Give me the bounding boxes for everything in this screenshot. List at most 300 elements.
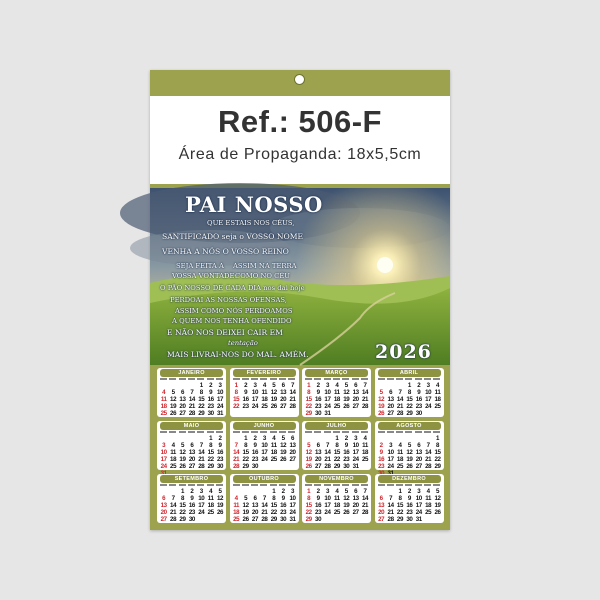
day-number: 4 bbox=[436, 382, 440, 389]
day-number: 1 bbox=[398, 488, 402, 495]
day-number: 29 bbox=[179, 516, 186, 523]
day-number: 26 bbox=[270, 403, 277, 410]
day-number: 18 bbox=[233, 509, 240, 516]
day-number: 3 bbox=[325, 382, 329, 389]
day-empty bbox=[168, 382, 177, 389]
day-empty bbox=[197, 435, 206, 442]
day-number: 1 bbox=[436, 435, 440, 442]
day-number: 23 bbox=[251, 456, 259, 463]
day-number: 15 bbox=[270, 502, 277, 509]
prayer-line: VOSSA VONTADE. bbox=[172, 272, 237, 280]
day-number: 4 bbox=[426, 488, 430, 495]
day-number: 31 bbox=[352, 463, 359, 470]
day-number: 8 bbox=[335, 442, 339, 449]
day-empty bbox=[159, 435, 168, 442]
day-number: 5 bbox=[244, 495, 248, 502]
day-empty bbox=[377, 435, 386, 442]
day-number: 26 bbox=[343, 403, 350, 410]
day-number: 12 bbox=[280, 442, 287, 449]
day-number: 13 bbox=[378, 502, 385, 509]
day-number: 19 bbox=[406, 456, 413, 463]
day-number: 8 bbox=[272, 495, 276, 502]
month-name: MAIO bbox=[160, 422, 223, 430]
day-grid bbox=[232, 435, 298, 470]
day-number: 5 bbox=[344, 488, 348, 495]
day-number: 22 bbox=[305, 403, 312, 410]
day-number: 18 bbox=[270, 449, 277, 456]
day-number: 2 bbox=[218, 435, 222, 442]
day-number: 8 bbox=[307, 389, 311, 396]
day-number: 4 bbox=[363, 435, 367, 442]
day-grid bbox=[232, 488, 298, 523]
day-number: 21 bbox=[261, 509, 268, 516]
day-number: 19 bbox=[305, 456, 312, 463]
day-empty bbox=[159, 382, 168, 389]
day-number: 29 bbox=[406, 410, 413, 417]
month-block bbox=[157, 421, 226, 470]
day-number: 29 bbox=[434, 463, 441, 470]
day-number: 1 bbox=[407, 382, 411, 389]
prayer-line: QUE ESTAIS NOS CÉUS, bbox=[207, 219, 295, 227]
prayer-line: tentação bbox=[228, 339, 258, 347]
day-number: 21 bbox=[324, 456, 331, 463]
day-number: 30 bbox=[315, 410, 322, 417]
day-number: 2 bbox=[253, 435, 257, 442]
day-number: 3 bbox=[199, 488, 203, 495]
day-number: 22 bbox=[434, 456, 441, 463]
day-number: 12 bbox=[305, 449, 312, 456]
day-number: 11 bbox=[434, 389, 441, 396]
month-name: AGOSTO bbox=[378, 422, 441, 430]
day-number: 26 bbox=[179, 463, 186, 470]
day-number: 18 bbox=[361, 449, 369, 456]
day-number: 15 bbox=[233, 396, 240, 403]
day-number: 19 bbox=[343, 502, 350, 509]
day-empty bbox=[232, 435, 241, 442]
day-number: 25 bbox=[434, 403, 441, 410]
day-empty bbox=[168, 435, 177, 442]
day-number: 28 bbox=[425, 463, 432, 470]
month-name: FEVEREIRO bbox=[233, 369, 296, 377]
day-number: 30 bbox=[280, 516, 287, 523]
day-number: 31 bbox=[324, 410, 331, 417]
day-number: 25 bbox=[160, 410, 167, 417]
day-number: 2 bbox=[344, 435, 348, 442]
day-number: 24 bbox=[425, 403, 432, 410]
day-number: 7 bbox=[262, 495, 266, 502]
day-number: 26 bbox=[406, 463, 413, 470]
day-number: 10 bbox=[324, 389, 331, 396]
day-number: 14 bbox=[396, 396, 404, 403]
day-number: 16 bbox=[251, 449, 259, 456]
day-number: 7 bbox=[291, 382, 295, 389]
day-number: 6 bbox=[316, 442, 320, 449]
day-empty bbox=[168, 488, 177, 495]
day-number: 14 bbox=[387, 502, 394, 509]
day-number: 11 bbox=[333, 495, 340, 502]
month-name: DEZEMBRO bbox=[378, 475, 441, 483]
day-number: 1 bbox=[199, 382, 203, 389]
day-number: 3 bbox=[417, 488, 421, 495]
day-number: 4 bbox=[162, 389, 166, 396]
day-number: 17 bbox=[425, 396, 432, 403]
day-number: 10 bbox=[425, 389, 432, 396]
day-number: 16 bbox=[242, 396, 249, 403]
day-empty bbox=[386, 435, 395, 442]
day-number: 11 bbox=[207, 495, 214, 502]
day-number: 26 bbox=[242, 516, 249, 523]
day-number: 6 bbox=[417, 442, 421, 449]
day-empty bbox=[323, 435, 332, 442]
day-number: 11 bbox=[270, 442, 277, 449]
weekday-header bbox=[233, 431, 296, 434]
day-number: 25 bbox=[361, 456, 369, 463]
day-number: 30 bbox=[415, 410, 422, 417]
day-number: 1 bbox=[234, 382, 238, 389]
day-number: 26 bbox=[280, 456, 287, 463]
month-block bbox=[157, 368, 226, 417]
day-empty bbox=[178, 382, 187, 389]
day-grid bbox=[159, 435, 225, 477]
day-number: 6 bbox=[379, 495, 383, 502]
day-number: 27 bbox=[352, 403, 359, 410]
day-number: 27 bbox=[179, 410, 186, 417]
day-empty bbox=[395, 435, 404, 442]
month-block bbox=[302, 421, 371, 470]
prayer-line: VENHA A NÓS O VOSSO REINO bbox=[162, 247, 289, 256]
day-number: 24 bbox=[415, 509, 422, 516]
day-number: 28 bbox=[233, 463, 240, 470]
day-number: 11 bbox=[261, 389, 268, 396]
day-number: 26 bbox=[170, 410, 177, 417]
day-number: 9 bbox=[316, 495, 320, 502]
day-number: 22 bbox=[406, 403, 413, 410]
day-number: 21 bbox=[289, 396, 296, 403]
day-number: 10 bbox=[289, 495, 296, 502]
day-number: 1 bbox=[307, 382, 311, 389]
prayer-line: SEJA FEITA A bbox=[176, 262, 224, 270]
day-number: 30 bbox=[315, 516, 322, 523]
day-number: 18 bbox=[425, 502, 432, 509]
day-number: 19 bbox=[343, 396, 350, 403]
day-number: 29 bbox=[242, 463, 249, 470]
prayer-line: PERDOAI AS NOSSAS OFENSAS, bbox=[170, 296, 287, 304]
day-number: 8 bbox=[244, 442, 248, 449]
weekday-header bbox=[305, 378, 368, 381]
day-number: 17 bbox=[415, 502, 422, 509]
day-number: 22 bbox=[207, 456, 214, 463]
prayer-line: E NÃO NOS DEIXEI CAIR EM bbox=[167, 328, 283, 337]
day-number: 26 bbox=[216, 509, 224, 516]
day-empty bbox=[178, 435, 187, 442]
day-number: 16 bbox=[343, 449, 350, 456]
day-number: 25 bbox=[207, 509, 214, 516]
day-number: 15 bbox=[179, 502, 186, 509]
day-number: 6 bbox=[162, 495, 166, 502]
day-number: 6 bbox=[253, 495, 257, 502]
day-number: 17 bbox=[289, 502, 296, 509]
day-number: 16 bbox=[415, 396, 422, 403]
hanging-hole bbox=[294, 74, 305, 85]
day-number: 24 bbox=[289, 509, 296, 516]
day-number: 19 bbox=[434, 502, 441, 509]
weekday-header bbox=[305, 431, 368, 434]
day-number: 4 bbox=[272, 435, 276, 442]
day-number: 30 bbox=[207, 410, 214, 417]
prayer-title: PAI NOSSO bbox=[185, 192, 323, 217]
day-number: 9 bbox=[417, 389, 421, 396]
day-number: 3 bbox=[218, 382, 222, 389]
day-number: 12 bbox=[434, 495, 441, 502]
day-number: 24 bbox=[198, 509, 205, 516]
prayer-line: O PÃO NOSSO DE CADA DIA nos dai hoje bbox=[160, 284, 305, 292]
day-number: 25 bbox=[333, 403, 340, 410]
day-number: 3 bbox=[262, 435, 266, 442]
month-block bbox=[302, 474, 371, 523]
day-number: 14 bbox=[233, 449, 240, 456]
day-number: 12 bbox=[242, 502, 249, 509]
day-number: 16 bbox=[188, 502, 195, 509]
day-number: 21 bbox=[396, 403, 404, 410]
day-number: 10 bbox=[251, 389, 259, 396]
day-number: 31 bbox=[289, 516, 296, 523]
weekday-header bbox=[305, 484, 368, 487]
day-number: 18 bbox=[170, 456, 177, 463]
day-number: 18 bbox=[261, 396, 268, 403]
day-number: 20 bbox=[415, 456, 422, 463]
day-number: 19 bbox=[216, 502, 224, 509]
day-number: 25 bbox=[270, 456, 277, 463]
day-empty bbox=[250, 488, 259, 495]
day-number: 29 bbox=[396, 516, 404, 523]
day-number: 28 bbox=[396, 410, 404, 417]
day-number: 2 bbox=[281, 488, 285, 495]
day-number: 15 bbox=[305, 502, 312, 509]
day-number: 23 bbox=[216, 456, 224, 463]
day-number: 21 bbox=[387, 509, 394, 516]
day-number: 22 bbox=[270, 509, 277, 516]
day-number: 10 bbox=[387, 449, 394, 456]
day-number: 21 bbox=[361, 502, 369, 509]
month-block bbox=[375, 368, 444, 417]
day-number: 20 bbox=[280, 396, 287, 403]
day-number: 5 bbox=[171, 389, 175, 396]
day-number: 13 bbox=[415, 449, 422, 456]
day-number: 19 bbox=[378, 403, 385, 410]
day-empty bbox=[377, 382, 386, 389]
day-empty bbox=[414, 435, 423, 442]
day-number: 21 bbox=[198, 456, 205, 463]
day-empty bbox=[386, 488, 395, 495]
day-number: 4 bbox=[335, 488, 339, 495]
day-number: 15 bbox=[396, 502, 404, 509]
day-number: 30 bbox=[216, 463, 224, 470]
day-number: 7 bbox=[389, 495, 393, 502]
day-empty bbox=[187, 382, 196, 389]
day-number: 21 bbox=[188, 403, 195, 410]
day-number: 5 bbox=[180, 442, 184, 449]
day-empty bbox=[377, 488, 386, 495]
month-block bbox=[375, 474, 444, 523]
day-number: 23 bbox=[406, 509, 413, 516]
day-number: 9 bbox=[253, 442, 257, 449]
day-number: 22 bbox=[396, 509, 404, 516]
day-number: 24 bbox=[216, 403, 224, 410]
prayer-line: MAIS LIVRAI-NOS DO MAL. AMÉM. bbox=[167, 350, 309, 359]
day-number: 14 bbox=[188, 396, 195, 403]
day-number: 25 bbox=[170, 463, 177, 470]
day-number: 1 bbox=[209, 435, 213, 442]
day-number: 3 bbox=[291, 488, 295, 495]
day-empty bbox=[395, 382, 404, 389]
day-number: 22 bbox=[333, 456, 340, 463]
day-number: 17 bbox=[324, 396, 331, 403]
day-number: 14 bbox=[324, 449, 331, 456]
weekday-header bbox=[233, 484, 296, 487]
day-empty bbox=[386, 382, 395, 389]
day-number: 10 bbox=[198, 495, 205, 502]
day-number: 8 bbox=[234, 389, 238, 396]
day-number: 28 bbox=[198, 463, 205, 470]
day-number: 29 bbox=[270, 516, 277, 523]
day-number: 20 bbox=[188, 456, 195, 463]
day-number: 20 bbox=[251, 509, 259, 516]
day-number: 21 bbox=[425, 456, 432, 463]
day-number: 4 bbox=[234, 495, 238, 502]
day-number: 19 bbox=[270, 396, 277, 403]
day-number: 11 bbox=[233, 502, 240, 509]
day-number: 4 bbox=[335, 382, 339, 389]
day-number: 10 bbox=[415, 495, 422, 502]
day-number: 9 bbox=[218, 442, 222, 449]
day-number: 31 bbox=[415, 516, 422, 523]
weekday-header bbox=[378, 431, 441, 434]
weekday-header bbox=[378, 484, 441, 487]
month-block bbox=[302, 368, 371, 417]
day-grid bbox=[377, 435, 443, 477]
day-number: 28 bbox=[387, 516, 394, 523]
day-number: 20 bbox=[352, 396, 359, 403]
day-number: 13 bbox=[387, 396, 394, 403]
day-number: 6 bbox=[354, 488, 358, 495]
day-number: 17 bbox=[352, 449, 359, 456]
day-number: 3 bbox=[253, 382, 257, 389]
day-number: 18 bbox=[434, 396, 441, 403]
day-number: 24 bbox=[352, 456, 359, 463]
day-number: 8 bbox=[180, 495, 184, 502]
day-number: 19 bbox=[242, 509, 249, 516]
day-number: 8 bbox=[398, 495, 402, 502]
advertising-area bbox=[150, 96, 450, 184]
day-number: 9 bbox=[344, 442, 348, 449]
prayer-line: A QUEM NOS TENHA OFENDIDO bbox=[172, 317, 292, 325]
day-number: 21 bbox=[233, 456, 240, 463]
day-number: 23 bbox=[315, 403, 322, 410]
day-empty bbox=[423, 435, 432, 442]
day-number: 24 bbox=[324, 509, 331, 516]
day-number: 13 bbox=[280, 389, 287, 396]
day-number: 8 bbox=[307, 495, 311, 502]
day-number: 27 bbox=[315, 463, 322, 470]
day-number: 17 bbox=[216, 396, 224, 403]
day-number: 22 bbox=[305, 509, 312, 516]
day-number: 28 bbox=[188, 410, 195, 417]
day-number: 20 bbox=[378, 509, 385, 516]
day-number: 29 bbox=[207, 463, 214, 470]
day-number: 12 bbox=[343, 389, 350, 396]
day-grid bbox=[304, 488, 370, 523]
day-number: 15 bbox=[305, 396, 312, 403]
day-number: 1 bbox=[307, 488, 311, 495]
day-empty bbox=[187, 435, 196, 442]
calendar-year: 2026 bbox=[375, 341, 432, 363]
day-number: 18 bbox=[333, 502, 340, 509]
day-number: 16 bbox=[216, 449, 224, 456]
day-number: 27 bbox=[188, 463, 195, 470]
day-number: 13 bbox=[352, 495, 359, 502]
day-number: 29 bbox=[305, 410, 312, 417]
prayer-line: ASSIM COMO NÓS PERDOAMOS bbox=[175, 307, 293, 315]
day-number: 12 bbox=[406, 449, 413, 456]
day-number: 23 bbox=[207, 403, 214, 410]
day-number: 28 bbox=[289, 403, 296, 410]
weekday-header bbox=[160, 378, 223, 381]
month-block bbox=[375, 421, 444, 470]
day-number: 19 bbox=[170, 403, 177, 410]
day-number: 13 bbox=[251, 502, 259, 509]
day-number: 23 bbox=[315, 509, 322, 516]
day-number: 30 bbox=[188, 516, 195, 523]
weekday-header bbox=[160, 431, 223, 434]
day-number: 24 bbox=[324, 403, 331, 410]
day-number: 22 bbox=[198, 403, 205, 410]
day-number: 1 bbox=[180, 488, 184, 495]
day-number: 18 bbox=[396, 456, 404, 463]
day-number: 27 bbox=[378, 516, 385, 523]
day-number: 30 bbox=[406, 516, 413, 523]
month-name: NOVEMBRO bbox=[305, 475, 368, 483]
day-number: 7 bbox=[363, 382, 367, 389]
weekday-header bbox=[160, 484, 223, 487]
product-reference: Ref.: 506-F bbox=[218, 104, 382, 139]
day-number: 13 bbox=[188, 449, 195, 456]
day-number: 2 bbox=[244, 382, 248, 389]
day-number: 12 bbox=[179, 449, 186, 456]
day-number: 27 bbox=[160, 516, 167, 523]
day-number: 3 bbox=[354, 435, 358, 442]
day-empty bbox=[260, 488, 269, 495]
day-empty bbox=[232, 488, 241, 495]
day-number: 28 bbox=[324, 463, 331, 470]
day-number: 20 bbox=[387, 403, 394, 410]
day-number: 6 bbox=[190, 442, 194, 449]
day-number: 9 bbox=[281, 495, 285, 502]
day-number: 28 bbox=[170, 516, 177, 523]
day-number: 5 bbox=[307, 442, 311, 449]
day-number: 12 bbox=[378, 396, 385, 403]
day-number: 25 bbox=[425, 509, 432, 516]
day-number: 15 bbox=[333, 449, 340, 456]
day-number: 21 bbox=[170, 509, 177, 516]
day-number: 11 bbox=[362, 442, 368, 449]
day-number: 24 bbox=[387, 463, 394, 470]
day-number: 10 bbox=[160, 449, 167, 456]
day-number: 23 bbox=[242, 403, 249, 410]
day-empty bbox=[159, 488, 168, 495]
day-number: 18 bbox=[207, 502, 214, 509]
day-number: 12 bbox=[343, 495, 350, 502]
day-number: 7 bbox=[363, 488, 367, 495]
